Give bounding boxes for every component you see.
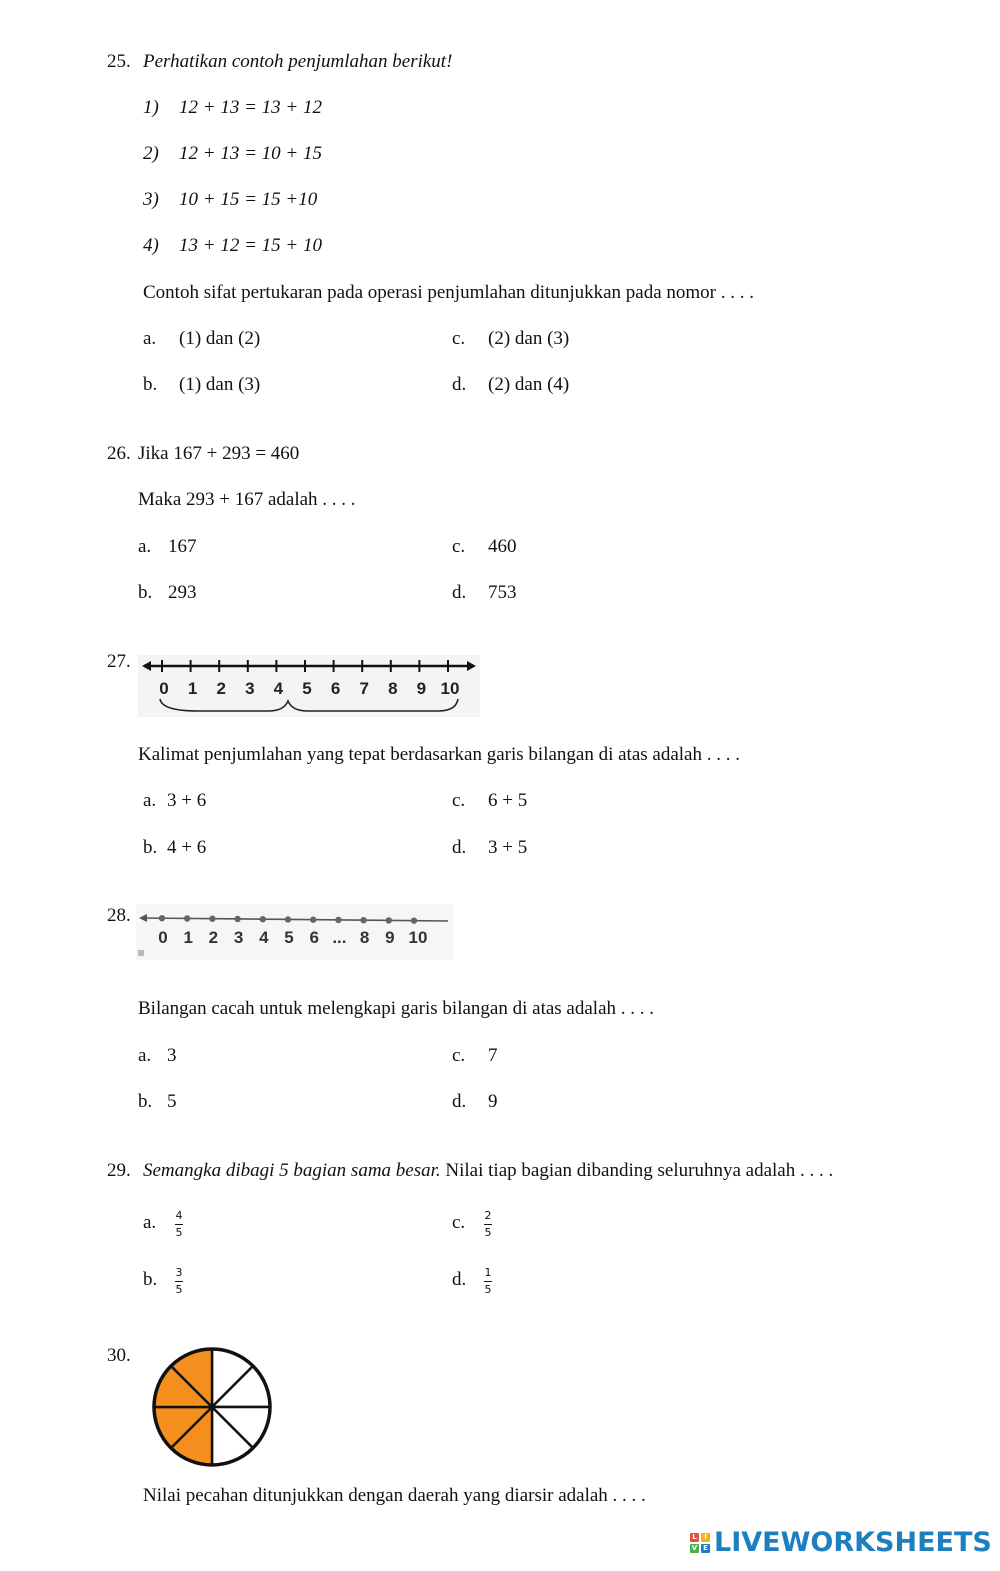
q26-line2: Maka 293 + 167 adalah . . . . <box>138 489 356 510</box>
q26-option-d[interactable]: 753 <box>488 582 517 603</box>
q25-prompt: Perhatikan contoh penjumlahan berikut! <box>143 51 453 72</box>
q29-option-d[interactable] <box>484 1261 492 1297</box>
logo-icon-cell: E <box>701 1544 710 1553</box>
q28-option-a-letter: a. <box>138 1045 152 1066</box>
q27-question: Kalimat penjumlahan yang tepat berdasarkan garis bilangan di atas adalah . . . . <box>138 744 740 765</box>
logo-icon-cell: I <box>701 1533 710 1542</box>
fraction-numerator: 3 <box>175 1266 183 1279</box>
q25-option-b[interactable]: (1) dan (3) <box>179 374 261 395</box>
number-line-label: 5 <box>284 928 294 947</box>
q25-item-2-expr: 12 + 13 = 10 + 15 <box>179 143 322 164</box>
q25-option-c-letter: c. <box>452 328 466 349</box>
fraction-denominator: 5 <box>175 1282 183 1296</box>
q25-option-c[interactable]: (2) dan (3) <box>488 328 570 349</box>
number-line-label: 6 <box>330 679 341 698</box>
q25-item-3-num: 3) <box>143 189 159 210</box>
q29-option-c-letter: c. <box>452 1212 466 1233</box>
q25-option-d[interactable]: (2) dan (4) <box>488 374 570 395</box>
fraction <box>175 1209 183 1240</box>
number-line-label: ... <box>332 928 347 947</box>
number-line-label: 6 <box>309 928 319 947</box>
number-line-label: 3 <box>245 679 255 698</box>
q25-item-3-expr: 10 + 15 = 15 +10 <box>179 189 318 210</box>
fraction-denominator: 5 <box>175 1225 183 1239</box>
q27-option-d-letter: d. <box>452 837 467 858</box>
number-line-label: 3 <box>233 928 244 947</box>
number-line-point <box>360 917 366 923</box>
number-line-point <box>411 917 417 923</box>
number-line-label: 9 <box>385 928 395 947</box>
q25-item-1-expr: 12 + 13 = 13 + 12 <box>179 97 322 118</box>
number-line-point <box>335 917 341 923</box>
q28-number-line <box>136 904 454 960</box>
q27-option-b[interactable]: 4 + 6 <box>167 837 207 858</box>
q29-prompt-rest: Nilai tiap bagian dibanding seluruhnya adalah . . . . <box>440 1160 834 1181</box>
number-line-label: 4 <box>273 679 284 698</box>
q29-option-a[interactable] <box>175 1204 183 1240</box>
q27-option-c[interactable]: 6 + 5 <box>488 790 528 811</box>
q29-prompt <box>143 1161 833 1180</box>
liveworksheets-logo <box>690 1527 992 1558</box>
q25-option-a[interactable]: (1) dan (2) <box>179 328 261 349</box>
number-line-label: 1 <box>183 928 193 947</box>
q27-number-line <box>138 655 480 717</box>
fraction-numerator: 4 <box>175 1209 183 1222</box>
number-line-label: 0 <box>158 928 168 947</box>
number-line-label: 10 <box>408 928 428 947</box>
number-line-label: 2 <box>208 928 219 947</box>
number-line-point <box>285 916 291 922</box>
q26-option-c-letter: c. <box>452 536 466 557</box>
q25-item-2-num: 2) <box>143 143 159 164</box>
number-line-point <box>184 915 190 921</box>
number-line-label: 4 <box>259 928 269 947</box>
q25-question: Contoh sifat pertukaran pada operasi penjumlahan ditunjukkan pada nomor . . . . <box>143 282 755 303</box>
q26-option-d-letter: d. <box>452 582 467 603</box>
q29-number: 29. <box>107 1160 131 1181</box>
q26-option-c[interactable]: 460 <box>488 536 517 557</box>
number-line-point <box>310 917 316 923</box>
q25-item-4-num: 4) <box>143 235 159 256</box>
q25-option-d-letter: d. <box>452 374 467 395</box>
fraction-bar <box>175 1224 183 1225</box>
fraction-bar <box>484 1224 492 1225</box>
number-line-point <box>234 916 240 922</box>
q28-option-c-letter: c. <box>452 1045 466 1066</box>
fraction-numerator: 2 <box>484 1209 492 1222</box>
logo-icon <box>690 1533 710 1553</box>
number-line-point <box>386 917 392 923</box>
number-line-label: 0 <box>159 679 169 698</box>
q26-option-a-letter: a. <box>138 536 152 557</box>
q28-option-d-letter: d. <box>452 1091 467 1112</box>
number-line-label: 7 <box>359 679 369 698</box>
q30-question: Nilai pecahan ditunjukkan dengan daerah yang diarsir adalah . . . . <box>143 1485 646 1506</box>
q26-line1: Jika 167 + 293 = 460 <box>138 443 300 464</box>
q27-option-a[interactable]: 3 + 6 <box>167 790 207 811</box>
q29-option-a-letter: a. <box>143 1212 157 1233</box>
q25-option-b-letter: b. <box>143 374 158 395</box>
logo-icon-cell: V <box>691 1543 698 1552</box>
fraction-bar <box>175 1281 183 1282</box>
q26-number: 26. <box>107 443 131 464</box>
small-mark-icon <box>138 950 144 956</box>
q30-number: 30. <box>107 1345 131 1366</box>
fraction-numerator: 1 <box>484 1266 492 1279</box>
q25-item-4-expr: 13 + 12 = 15 + 10 <box>179 235 322 256</box>
q27-number: 27. <box>107 651 131 672</box>
fraction-denominator: 5 <box>484 1282 492 1296</box>
q27-option-d[interactable]: 3 + 5 <box>488 837 528 858</box>
q25-number: 25. <box>107 51 131 72</box>
logo-text: LIVEWORKSHEETS <box>714 1527 992 1558</box>
q25-item-1-num: 1) <box>143 97 159 118</box>
q29-option-b-letter: b. <box>143 1269 158 1290</box>
q29-option-d-letter: d. <box>452 1269 467 1290</box>
number-line-point <box>159 915 165 921</box>
q30-fraction-circle <box>150 1345 274 1469</box>
logo-icon-cell: L <box>690 1533 699 1542</box>
number-line-label: 9 <box>416 679 427 698</box>
fraction <box>175 1266 183 1297</box>
number-line-label: 2 <box>216 679 226 698</box>
number-line-point <box>260 916 266 922</box>
q28-option-a[interactable]: 3 <box>167 1045 177 1066</box>
number-line-point <box>209 916 215 922</box>
q29-option-c[interactable] <box>484 1204 492 1240</box>
q28-number: 28. <box>107 905 131 926</box>
q26-option-b-letter: b. <box>138 582 153 603</box>
q29-prompt-italic: Semangka dibagi 5 bagian sama besar. <box>143 1160 441 1181</box>
number-line-label: 10 <box>440 679 460 698</box>
q29-option-b[interactable] <box>175 1261 183 1297</box>
q27-option-a-letter: a. <box>143 790 157 811</box>
q27-option-b-letter: b. <box>143 837 158 858</box>
q27-option-c-letter: c. <box>452 790 466 811</box>
number-line-label: 8 <box>359 928 370 947</box>
q28-option-d[interactable]: 9 <box>488 1091 498 1112</box>
number-line-label: 1 <box>187 679 198 698</box>
number-line-label: 8 <box>388 679 398 698</box>
q28-option-c[interactable]: 7 <box>488 1045 498 1066</box>
q28-question: Bilangan cacah untuk melengkapi garis bilangan di atas adalah . . . . <box>138 998 654 1019</box>
fraction <box>484 1209 492 1240</box>
q26-option-b[interactable]: 293 <box>168 582 197 603</box>
q25-option-a-letter: a. <box>143 328 157 349</box>
fraction-denominator: 5 <box>484 1225 492 1239</box>
number-line-label: 5 <box>302 679 312 698</box>
fraction-bar <box>484 1281 492 1282</box>
q26-option-a[interactable]: 167 <box>168 536 197 557</box>
q28-option-b-letter: b. <box>138 1091 153 1112</box>
fraction <box>484 1266 492 1297</box>
q28-option-b[interactable]: 5 <box>167 1091 177 1112</box>
